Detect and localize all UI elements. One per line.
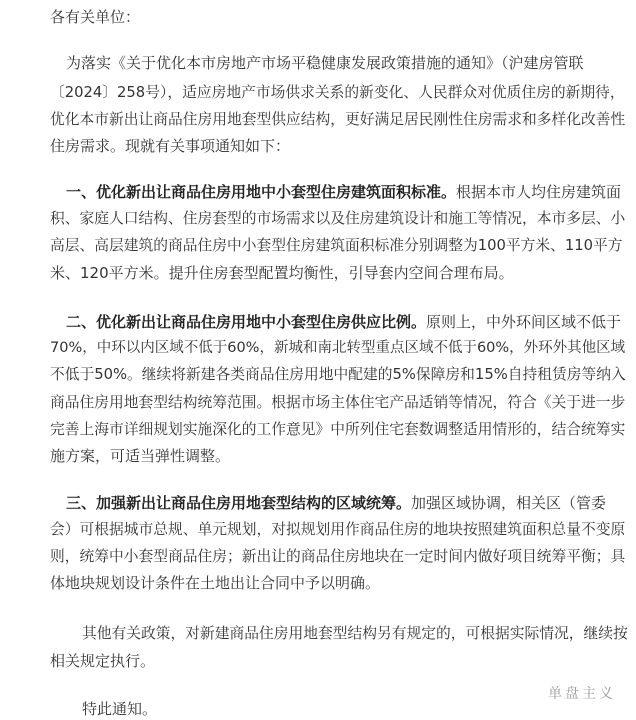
item-one-text: 根据本市人均住房建筑面 (456, 183, 622, 201)
intro-line: 住房需求。现就有关事项通知如下： (50, 137, 291, 155)
watermark: 单盘主义 (548, 686, 616, 702)
item-one-heading: 一、优化新出让商品住房用地中小套型住房建筑面积标准。 (66, 183, 457, 201)
other-policy-line: 相关规定执行。 (50, 652, 156, 670)
item-two-heading: 二、优化新出让商品住房用地中小套型住房供应比例。 (66, 313, 427, 331)
item-two-line: 不低于50%。继续将新建各类商品住房用地中配建的5%保障房和15%自持租赁房等纳入 (50, 366, 626, 383)
item-two-line: 施方案，可适当弹性调整。 (50, 447, 231, 465)
item-three-line: 体地块规划设计条件在土地出让合同中予以明确。 (50, 574, 381, 592)
item-one-line: 高层、高层建筑的商品住房中小套型住房建筑面积标准分别调整为100平方米、110平方 (50, 237, 623, 254)
item-three-first-line (66, 492, 606, 514)
salutation: 各有关单位： (50, 8, 141, 26)
intro-line: 优化本市新出让商品住房用地套型供应结构，更好满足居民刚性住房需求和多样化改善性 (50, 111, 626, 128)
item-one-first-line (66, 181, 621, 203)
other-policy-line: 其他有关政策，对新建商品住房用地套型结构另有规定的，可根据实际情况，继续按 (82, 625, 628, 642)
item-two-line: 完善上海市详细规划实施深化的工作意见》中所列住宅套数调整适用情形的，结合统筹实 (50, 421, 626, 438)
item-two-line: 商品住房用地套型结构统筹范围。根据市场主体住宅产品适销等情况，符合《关于进一步 (50, 394, 626, 411)
item-three-line: 则，统筹中小套型商品住房；新出让的商品住房地块在一定时间内做好项目统筹平衡；具 (50, 548, 626, 565)
item-three-text: 加强区域协调，相关区（管委 (411, 494, 607, 512)
closing-line: 特此通知。 (82, 700, 158, 718)
intro-line: 〔2024〕258号），适应房地产市场供求关系的新变化、人民群众对优质住房的新期待， (50, 84, 625, 101)
item-three-line: 会）可根据城市总规、单元规划，对拟规划用作商品住房的地块按照建筑面积总量不变原 (50, 521, 626, 538)
item-one-line: 米、120平方米。提升住房套型配置均衡性，引导套内空间合理布局。 (50, 264, 514, 282)
item-two-first-line (66, 311, 621, 333)
item-two-text: 原则上，中外环间区域不低于 (426, 313, 622, 331)
intro-line: 为落实《关于优化本市房地产市场平稳健康发展政策措施的通知》（沪建房管联 (66, 54, 584, 72)
item-one-line: 积、家庭人口结构、住房套型的市场需求以及住房建筑设计和施工等情况，本市多层、小 (50, 210, 626, 227)
item-two-line: 70%，中环以内区域不低于60%，新城和南北转型重点区域不低于60%，外环外其他区域 (50, 340, 626, 356)
item-three-heading: 三、加强新出让商品住房用地套型结构的区域统筹。 (66, 494, 412, 512)
